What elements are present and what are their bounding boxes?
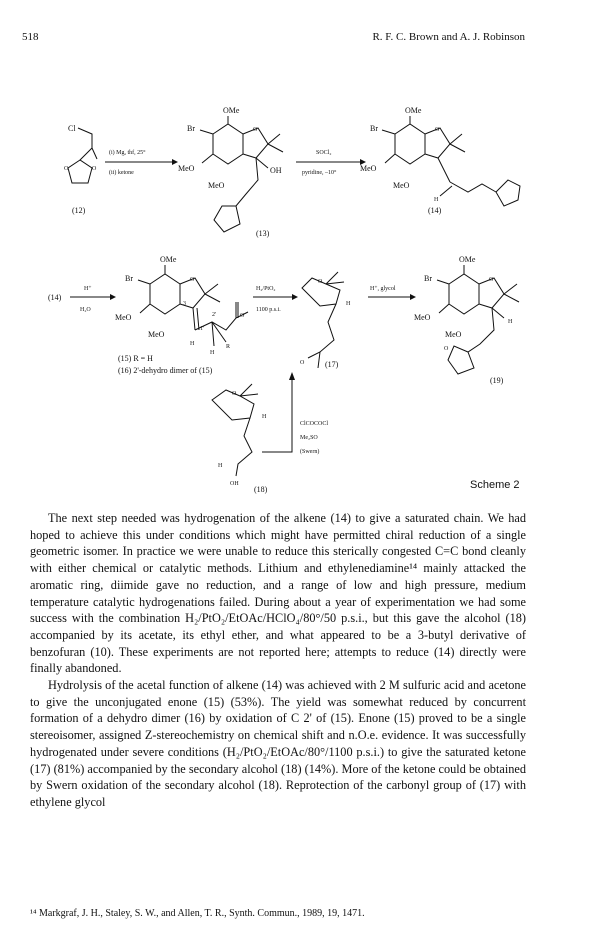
atom-label-o: O [444,346,449,352]
reagent-label: ClCOCOCl [300,421,329,427]
reaction-arrow-3 [70,286,116,313]
atom-label-o: O [435,127,440,133]
atom-label-h: H [508,319,513,325]
compound-label-12: (12) [72,206,86,215]
compound-label-19: (19) [490,376,504,385]
compound-12-structure [64,124,97,215]
paragraph: Hydrolysis of the acetal function of alkene (14) was achieved with 2 M sulfuric acid and acetone to give the unconjugated enone (15) (53%). The yield was somewhat reduced by concurrent formation of a dehydro dimer (16) by oxidation of C 2' of (15). Enone (15) proved to be a single stereoisomer, assigned Z-stereochemistry on chemical shift and n.O.e. evidence. It was successfully hydrogenated under severe conditions (H₂/PtO₂/EtOAc/80°/1100 p.s.i.) to give the saturated ketone (17) (81%) accompanied by the secondary alcohol (18) (14%). More of the ketone could be obtained by Swern oxidation of the secondary alcohol (18). Reprotection of the carbonyl group of (17) with ethylene glycol [30,678,526,809]
atom-label-meo: MeO [178,164,195,173]
compound-label-15: (15) R = H [118,354,153,363]
atom-label-ome: OMe [223,106,240,115]
atom-label-o: O [240,313,245,319]
page-number: 518 [22,31,39,43]
atom-label-meo: MeO [414,313,431,322]
compound-19-structure [414,255,519,385]
reagent-label: Me₂SO [300,435,318,441]
compound-18-structure [212,384,268,494]
atom-label-h: H [210,350,215,356]
atom-label-ome: OMe [405,106,422,115]
compound-ref-14: (14) [48,293,62,302]
atom-label-meo: MeO [208,181,225,190]
atom-label-br: Br [187,124,195,133]
atom-label-h: H [346,301,351,307]
atom-label-o: O [489,277,494,283]
reaction-arrow-4 [253,286,298,313]
atom-label-o: O [190,277,195,283]
reaction-arrow-2 [296,150,366,176]
scheme-caption: Scheme 2 [470,479,520,491]
atom-label-br: Br [424,274,432,283]
atom-label-h: H [434,197,439,203]
reaction-arrow-6 [262,372,328,455]
compound-label-13: (13) [256,229,270,238]
running-head: R. F. C. Brown and A. J. Robinson [372,31,525,43]
reagent-label: SOCl₂ [316,150,332,156]
atom-label-oh: OH [270,166,282,175]
locant-1p: 1' [200,326,205,332]
compound-15-structure [115,255,248,375]
reagent-label: H₂/PtO₂ [256,286,276,292]
reagent-label: pyridine, –10° [302,170,337,176]
atom-label-o: O [64,166,69,172]
atom-label-ome: OMe [459,255,476,264]
compound-17-structure [300,272,351,369]
locant-3: 3 [183,301,186,307]
compound-label-17: (17) [325,360,339,369]
reagent-label: H⁺ [84,286,92,292]
atom-label-br: Br [125,274,133,283]
locant-2p: 2' [212,312,217,318]
reaction-arrow-5 [368,286,416,300]
paragraph: The next step needed was hydrogenation of the alkene (14) to give a saturated chain. We had hoped to achieve this under conditions which might have permitted chiral reduction of a single geometric isomer. In practice we were unable to reduce this sterically congested C=C bond cleanly with either chemical or catalytic methods. Lithium and ethylenediamine¹⁴ mainly attacked the aromatic ring, diimide gave no reduction, and a range of low and high pressure, medium temperature catalytic hydrogenations failed. During about a year of experimentation we had some success with the combination H₂/PtO₂/EtOAc/HClO₄/80°/50 p.s.i., but this gave the alcohol (18) accompanied by its acetate, its ethyl ether, and what appeared to be a 3-butyl derivative of benzofuran (10). These experiments are not reported here; attempts to reduce (14) directly were finally abandoned. [30,511,526,676]
compound-label-18: (18) [254,485,268,494]
atom-label-o: O [253,127,258,133]
atom-label-oh: OH [230,481,239,487]
atom-label-br: Br [370,124,378,133]
reagent-label: (ii) ketone [109,170,134,176]
atom-label-o: O [300,360,305,366]
footnote: ¹⁴ Markgraf, J. H., Staley, S. W., and Allen, T. R., Synth. Commun., 1989, 19, 1471. [30,908,365,919]
atom-label-h: H [218,463,223,469]
reaction-arrow-1 [105,149,178,176]
compound-label-14: (14) [428,206,442,215]
atom-label-meo: MeO [360,164,377,173]
reagent-label: H₂O [80,307,91,313]
compound-13-structure [178,106,283,238]
reagent-label: 1100 p.s.i. [256,307,281,313]
atom-label-o: O [318,279,323,285]
compound-label-16: (16) 2'-dehydro dimer of (15) [118,366,213,375]
atom-label-meo: MeO [115,313,132,322]
reagent-label: H⁺, glycol [370,286,396,292]
atom-label-h: H [190,341,195,347]
atom-label-r: R [226,344,231,350]
atom-label-ome: OMe [160,255,177,264]
atom-label-o: O [232,391,237,397]
compound-14-structure [360,106,520,215]
atom-label-meo: MeO [148,330,165,339]
reagent-label: (Swern) [300,449,320,455]
atom-label-cl: Cl [68,124,76,133]
body-text [30,510,526,811]
atom-label-meo: MeO [393,181,410,190]
atom-label-h: H [262,414,267,420]
atom-label-o: O [92,166,97,172]
reagent-label: (i) Mg, thf, 25° [109,150,146,156]
atom-label-meo: MeO [445,330,462,339]
